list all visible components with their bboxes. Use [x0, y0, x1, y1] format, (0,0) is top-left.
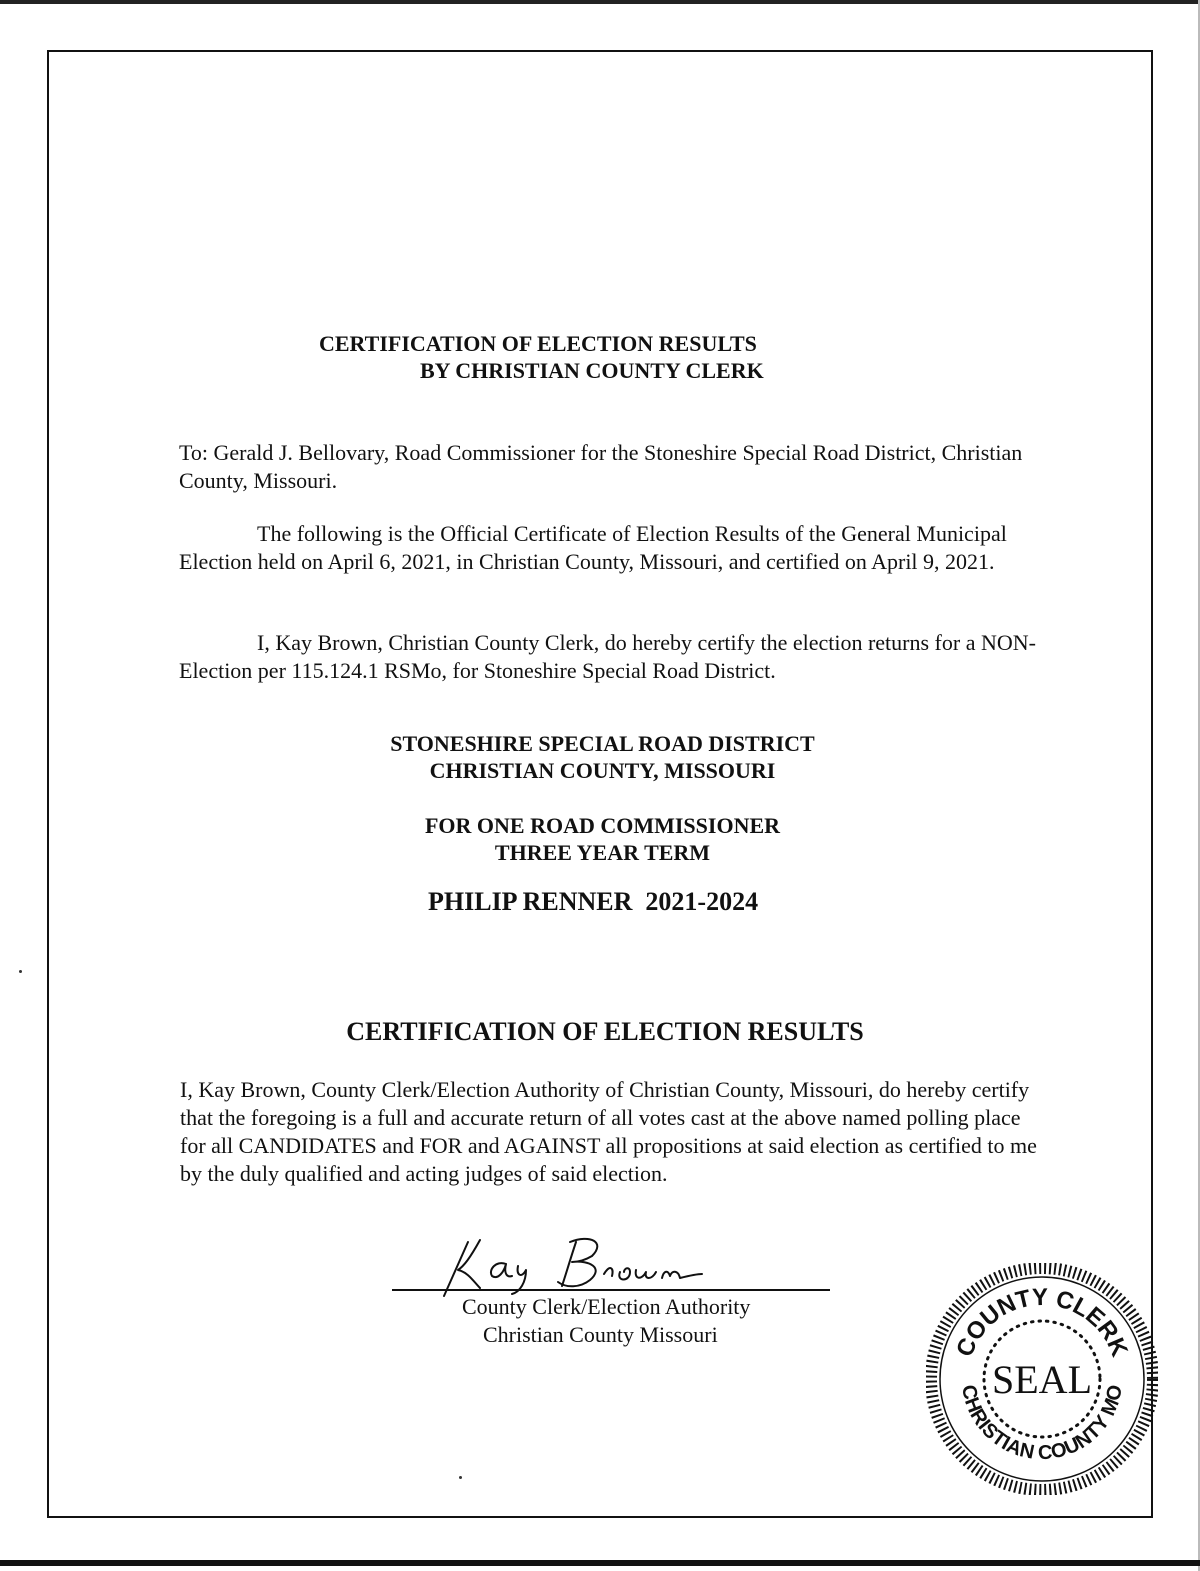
svg-text:SEAL: SEAL: [992, 1357, 1092, 1402]
header-line-2: BY CHRISTIAN COUNTY CLERK: [420, 358, 764, 383]
paragraph-clerk-certify: I, Kay Brown, Christian County Clerk, do hereby certify the election returns for a NON-Election per 115.124.1 RSMo, for Stoneshire Special Road District.: [179, 630, 1036, 683]
signer-title: County Clerk/Election Authority: [462, 1294, 751, 1319]
district-name: STONESHIRE SPECIAL ROAD DISTRICT: [390, 731, 815, 756]
scan-speck: [19, 970, 22, 973]
office-term: THREE YEAR TERM: [494, 840, 711, 865]
county-clerk-seal: [926, 1263, 1158, 1495]
election-result: PHILIP RENNER 2021-2024: [428, 887, 759, 916]
signer-location: Christian County Missouri: [483, 1322, 718, 1347]
svg-text:COUNTY CLERK: COUNTY CLERK: [951, 1283, 1133, 1361]
office-title: FOR ONE ROAD COMMISSIONER: [424, 813, 781, 838]
svg-text:CHRISTIAN COUNTY MO: CHRISTIAN COUNTY MO: [957, 1383, 1127, 1465]
addressee: To: Gerald J. Bellovary, Road Commissioner for the Stoneshire Special Road District, Christian County, Missouri.: [179, 440, 1023, 493]
certification-title: CERTIFICATION OF ELECTION RESULTS: [346, 1017, 864, 1046]
header-line-1: CERTIFICATION OF ELECTION RESULTS: [319, 331, 757, 356]
district-county: CHRISTIAN COUNTY, MISSOURI: [429, 758, 776, 783]
certification-body: I, Kay Brown, County Clerk/Election Authority of Christian County, Missouri, do hereby certify that the foregoing is a full and accurate return of all votes cast at the above named polling place for all CANDIDATES and FOR and AGAINST all propositions at said election as certified to me by the duly qualified and acting judges of said election.: [180, 1077, 1037, 1186]
signature-line: [392, 1289, 830, 1291]
scan-top-edge: [0, 0, 1200, 4]
scan-bottom-edge: [0, 1560, 1200, 1566]
paragraph-election-results: The following is the Official Certificate of Election Results of the General Municipal Election held on April 6, 2021, in Christian County, Missouri, and certified on April 9, 2021.: [179, 521, 1007, 574]
